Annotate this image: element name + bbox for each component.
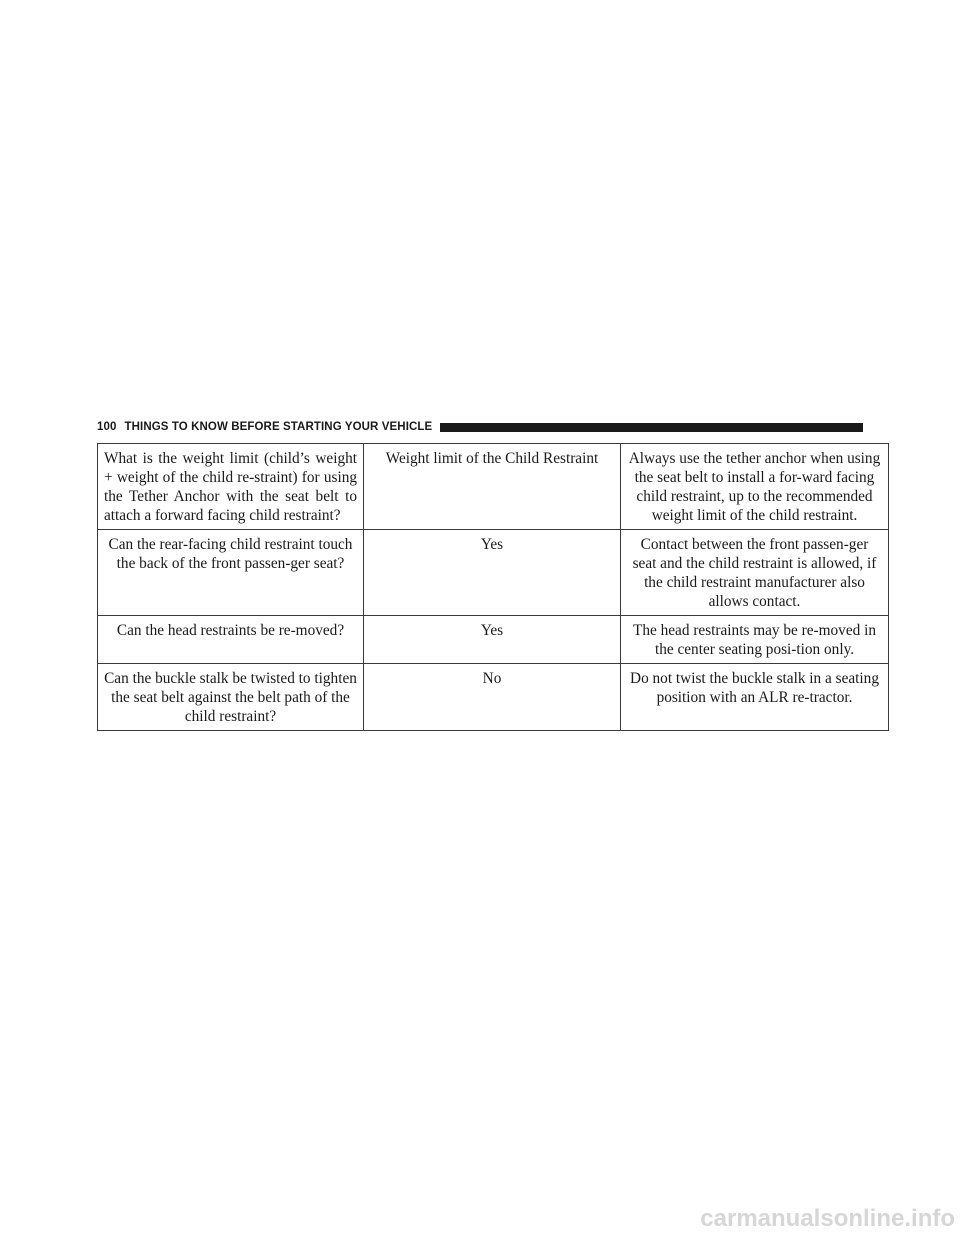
child-restraint-faq-table [97, 443, 889, 731]
answer-cell: Yes [364, 616, 621, 664]
table-row [98, 530, 889, 616]
note-cell: Contact between the front passen-ger seat and the child restraint is allowed, if the child restraint manufacturer also allows contact. [621, 530, 889, 616]
table-row [98, 664, 889, 731]
page-header [97, 419, 863, 435]
note-cell: Always use the tether anchor when using the seat belt to install a for-ward facing child restraint, up to the recommended weight limit of the child restraint. [621, 444, 889, 530]
table-row [98, 616, 889, 664]
question-cell: Can the buckle stalk be twisted to tighten the seat belt against the belt path of the child restraint? [98, 664, 364, 731]
answer-cell: Weight limit of the Child Restraint [364, 444, 621, 530]
watermark: carmanualsonline.info [700, 1205, 955, 1232]
note-cell: Do not twist the buckle stalk in a seating position with an ALR re-tractor. [621, 664, 889, 731]
answer-cell: Yes [364, 530, 621, 616]
question-cell: Can the head restraints be re-moved? [98, 616, 364, 664]
table-row [98, 444, 889, 530]
note-cell: The head restraints may be re-moved in the center seating posi-tion only. [621, 616, 889, 664]
section-title: THINGS TO KNOW BEFORE STARTING YOUR VEHICLE [124, 421, 433, 433]
question-cell: What is the weight limit (child’s weight + weight of the child re-straint) for using the Tether Anchor with the seat belt to attach a forward facing child restraint? [98, 444, 364, 530]
page-number: 100 [97, 421, 117, 433]
answer-cell: No [364, 664, 621, 731]
question-cell: Can the rear-facing child restraint touch the back of the front passen-ger seat? [98, 530, 364, 616]
header-rule [440, 423, 863, 432]
